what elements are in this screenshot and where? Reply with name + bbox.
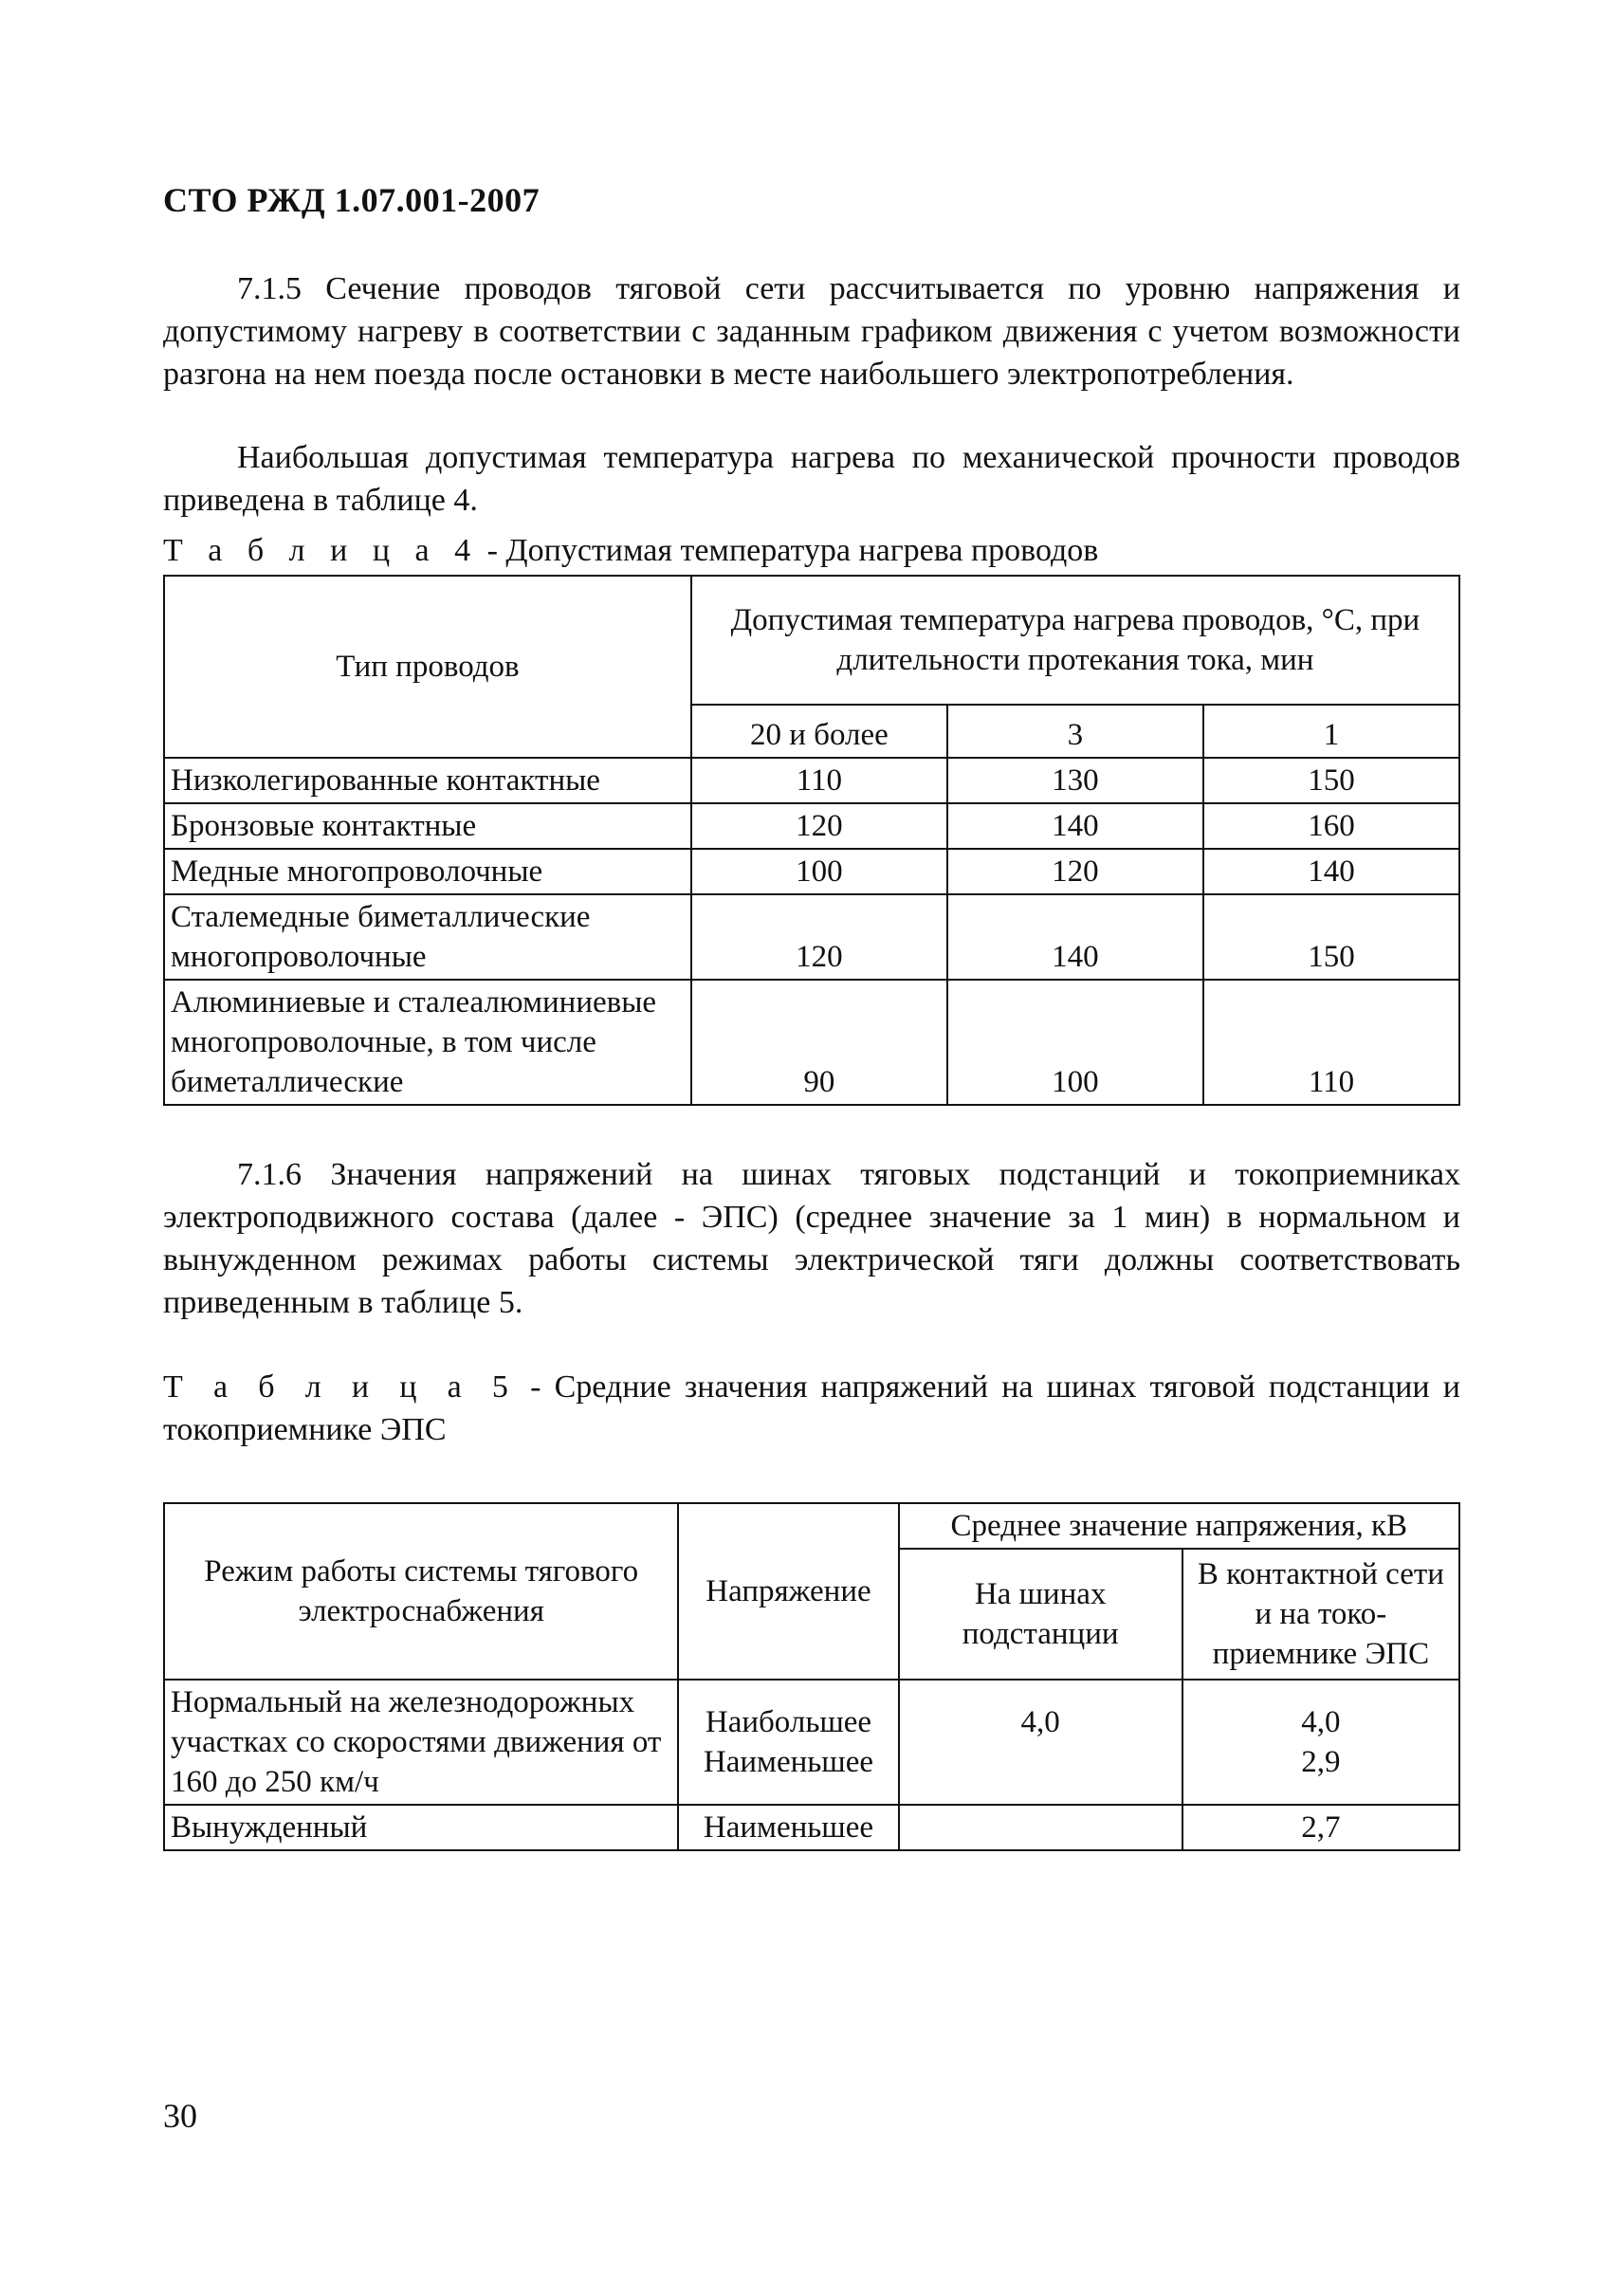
table-5-caption [163,1366,1460,1451]
table-4-cell: 110 [1203,980,1459,1105]
table-5-substation-blank [906,1742,1176,1782]
table-4-cell: 90 [691,980,947,1105]
table-4-caption-prefix: Т а б л и ц а 4 [163,533,480,568]
table-row [164,894,1459,980]
table-4-cell: 160 [1203,803,1459,849]
table-5-mode-forced: Вынужденный [164,1805,678,1850]
page-number: 30 [163,2097,197,2135]
table-5-voltage-cell [678,1680,898,1805]
table-4-cell: 140 [947,803,1203,849]
table-5-voltage-max: Наибольшее [705,1705,872,1739]
table-5-contact-max: 4,0 [1301,1705,1341,1739]
table-4-cell: 110 [691,758,947,803]
table-4-cell: 100 [947,980,1203,1105]
table-4-cell: 120 [691,894,947,980]
table-4-cell: 140 [1203,849,1459,894]
table-4-row-name: Алюминиевые и сталеалюминиевые многопроволочные, в том числе биметаллические [164,980,691,1105]
table-5-header-mode: Режим работы системы тягового электроснабжения [164,1503,678,1680]
table-row [164,849,1459,894]
table-5-substation-cell [899,1680,1182,1805]
table-4-cell: 140 [947,894,1203,980]
table-4-row-name: Медные многопроволочные [164,849,691,894]
table-4-row-name: Бронзовые контактные [164,803,691,849]
table-5-contact-forced: 2,7 [1182,1805,1459,1850]
table-4-cell: 150 [1203,758,1459,803]
table-5-caption-prefix: Т а б л и ц а 5 [163,1369,517,1405]
table-4-caption [163,529,1460,572]
table-5-voltage-forced: Наименьшее [678,1805,898,1850]
table-row [164,1805,1459,1850]
table-4-cell: 150 [1203,894,1459,980]
table-4-duration-1: 1 [1203,705,1459,758]
table-5-voltage-min: Наименьшее [703,1745,874,1779]
table-4-duration-3: 3 [947,705,1203,758]
table-4-header-temperature: Допустимая температура нагрева проводов, °С, при длительности протекания тока, мин [691,576,1459,705]
table-5-header-contact: В контактной сети и на токо-приемнике ЭПС [1182,1549,1459,1680]
table-4-row-name: Низколегированные контактные [164,758,691,803]
paragraph-7-1-5-table-ref: Наибольшая допустимая температура нагрева по механической прочности проводов приведена в таблице 4. [163,440,1460,518]
table-5-caption-text: - Средние значения напряжений на шинах тяговой подстанции и токоприемнике ЭПС [163,1369,1461,1447]
table-4-duration-20: 20 и более [691,705,947,758]
table-5-header-average: Среднее значение напряжения, кВ [899,1503,1459,1549]
table-row [164,980,1459,1105]
table-5-substation-value: 4,0 [1020,1705,1060,1739]
table-row [164,803,1459,849]
table-4-cell: 120 [691,803,947,849]
table-4-cell: 130 [947,758,1203,803]
table-row [164,1680,1459,1805]
table-4-row-name: Сталемедные биметаллические многопроволочные [164,894,691,980]
table-5-header-substation: На шинах подстанции [899,1549,1182,1680]
table-4-cell: 120 [947,849,1203,894]
table-row [164,758,1459,803]
paragraph-7-1-5: 7.1.5 Сечение проводов тяговой сети рассчитывается по уровню напряжения и допустимому нагреву в соответствии с заданным графиком движения с учетом возможности разгона на нем поезда после остановки в месте наибольшего электропотребления. [163,271,1460,392]
table-5-substation-forced [899,1805,1182,1850]
paragraph-7-1-6: 7.1.6 Значения напряжений на шинах тяговых подстанций и токоприемниках электроподвижного состава (далее - ЭПС) (среднее значение за 1 мин) в нормальном и вынужденном режимах работы системы электрической тяги должны соответствовать приведенным в таблице 5. [163,1157,1460,1320]
document-code-header: СТО РЖД 1.07.001-2007 [163,181,541,219]
table-4 [163,575,1460,1106]
table-4-cell: 100 [691,849,947,894]
table-4-caption-text: - Допустимая температура нагрева проводов [479,533,1099,568]
table-5-contact-cell [1182,1680,1459,1805]
table-4-header-type: Тип проводов [164,576,691,758]
table-5-mode-normal: Нормальный на железнодорожных участках со скоростями движения от 160 до 250 км/ч [164,1680,678,1805]
table-5-header-voltage: Напряжение [678,1503,898,1680]
table-5 [163,1502,1460,1851]
table-5-contact-min: 2,9 [1301,1745,1341,1779]
